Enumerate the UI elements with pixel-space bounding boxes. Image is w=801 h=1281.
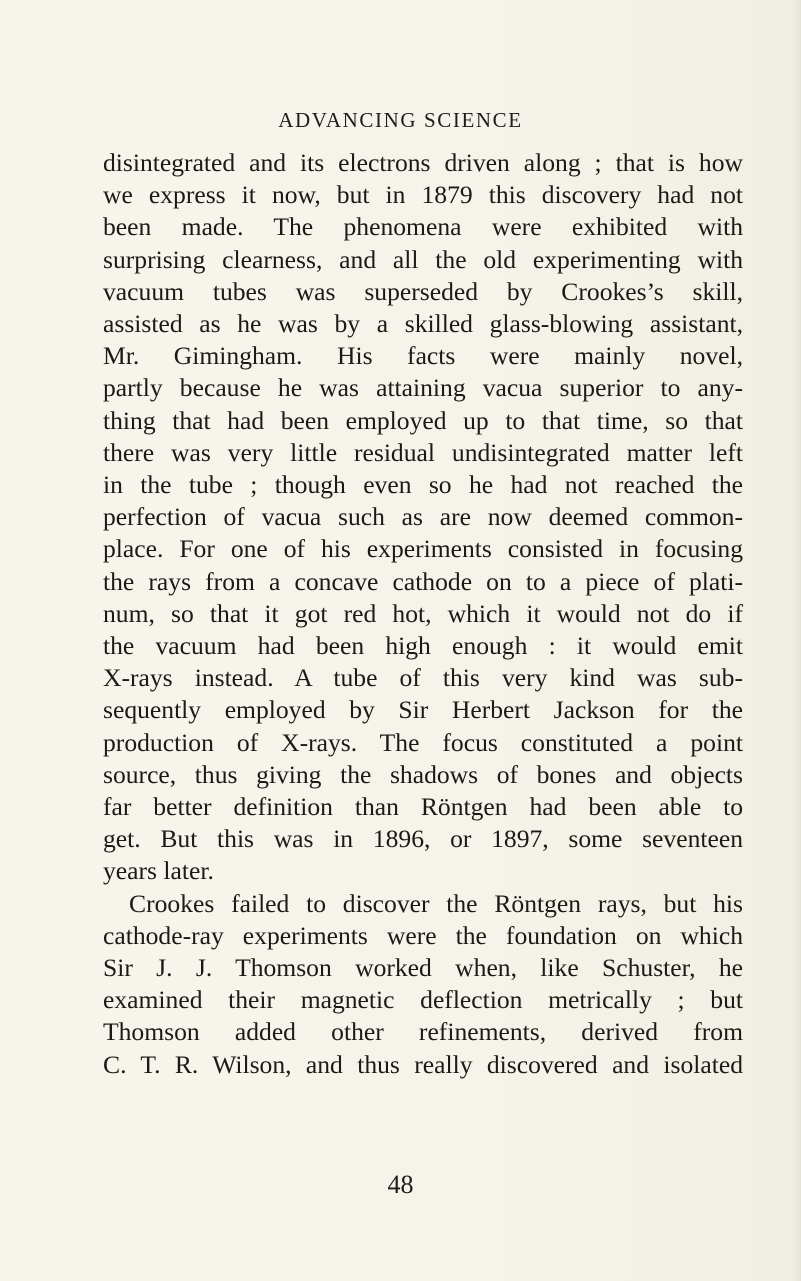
text-line: been made. The phenomena were exhibited with	[103, 212, 743, 242]
text-line: X-rays instead. A tube of this very kind was sub-	[103, 663, 743, 693]
page-number: 48	[387, 1170, 414, 1199]
text-line: disintegrated and its electrons driven along ; that is how	[103, 148, 743, 177]
text-line: perfection of vacua such as are now deemed common-	[103, 502, 743, 532]
text-line: Mr. Gimingham. His facts were mainly novel,	[103, 341, 743, 371]
text-line: in the tube ; though even so he had not reached the	[103, 470, 743, 500]
text-line: the rays from a concave cathode on to a piece of plati-	[103, 566, 743, 596]
page-edge-shadow	[791, 0, 801, 1281]
text-line-paragraph-end: years later.	[103, 856, 214, 886]
text-line: get. But this was in 1896, or 1897, some seventeen	[103, 824, 743, 854]
text-line: far better definition than Röntgen had been able to	[103, 792, 743, 822]
text-line: we express it now, but in 1879 this discovery had not	[103, 180, 743, 210]
text-line: the vacuum had been high enough : it would emit	[103, 631, 743, 661]
text-line: thing that had been employed up to that time, so that	[103, 405, 743, 435]
text-line: Thomson added other refinements, derived from	[103, 1017, 743, 1047]
text-line: cathode-ray experiments were the foundation on which	[103, 920, 743, 950]
text-line: partly because he was attaining vacua superior to any-	[103, 373, 743, 403]
text-line: num, so that it got red hot, which it would not do if	[103, 598, 743, 628]
text-line: assisted as he was by a skilled glass-blowing assistant,	[103, 309, 743, 339]
text-line: Sir J. J. Thomson worked when, like Schuster, he	[103, 953, 743, 983]
running-head: ADVANCING SCIENCE	[278, 108, 523, 132]
text-line: examined their magnetic deflection metrically ; but	[103, 985, 743, 1015]
text-line: production of X-rays. The focus constituted a point	[103, 727, 743, 757]
body-text	[103, 147, 743, 1081]
text-line: vacuum tubes was superseded by Crookes’s skill,	[103, 276, 743, 306]
text-line: source, thus giving the shadows of bones and objects	[103, 759, 743, 789]
text-line-paragraph-start: Crookes failed to discover the Röntgen rays, but his	[129, 888, 743, 918]
text-line: place. For one of his experiments consisted in focusing	[103, 534, 743, 564]
text-line: C. T. R. Wilson, and thus really discovered and isolated	[103, 1049, 743, 1079]
text-line: sequently employed by Sir Herbert Jackson for the	[103, 695, 743, 725]
text-line: there was very little residual undisintegrated matter left	[103, 437, 743, 467]
text-line: surprising clearness, and all the old experimenting with	[103, 244, 743, 274]
